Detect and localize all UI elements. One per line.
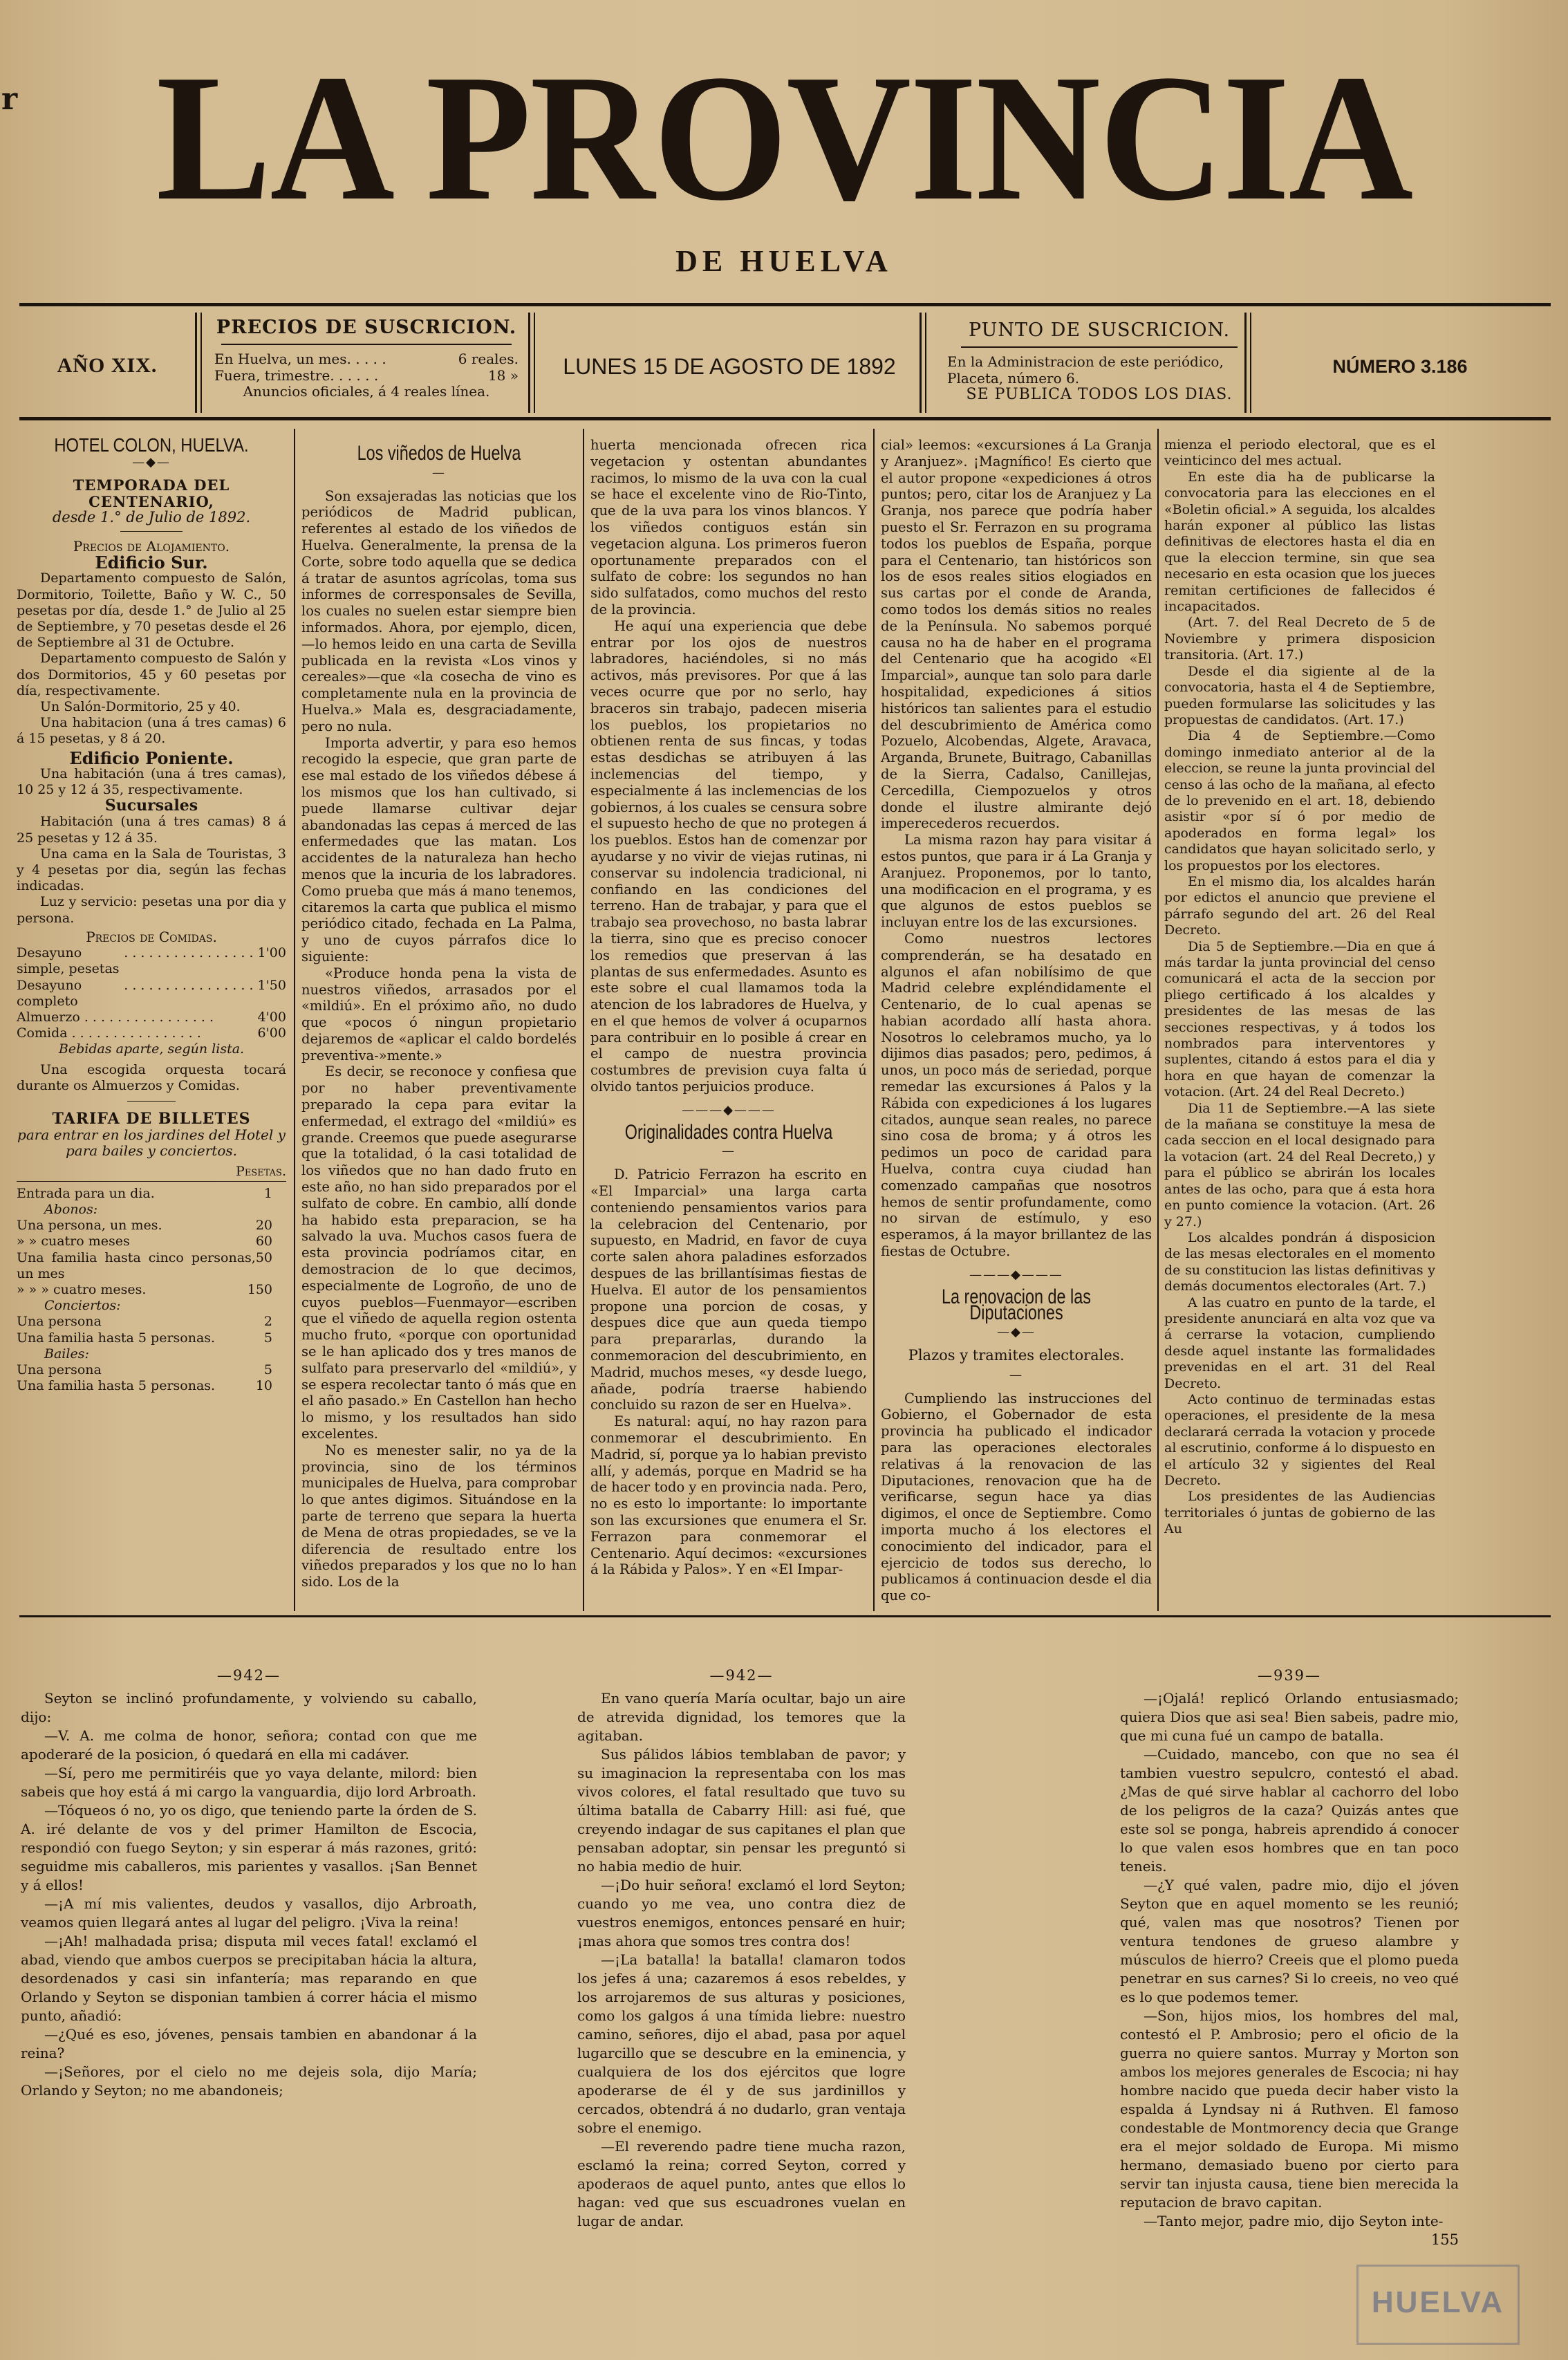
- masthead-subtitle: DE HUELVA: [675, 244, 893, 278]
- tariff-price: 5: [263, 1362, 272, 1377]
- divider-ornament: —: [722, 1144, 736, 1159]
- feuilleton-paragraph: —Son, hijos mios, los hombres del mal, contestó el P. Ambrosio; pero el oficio de la guerra no quiere santos. Murray y Morton son ambos los mejores generales de Escocia; ni hay hombre nacido que pueda decir haber visto la espalda á Lyndsay ni á Ruthven. El famoso condestable de Montmorency decia que Grange era el mejor soldado de Europa. Mi mismo hermano, demasiado bueno por cierto para servir tan injusta causa, tiene bien merecida la reputacion de bravo capitan.: [1120, 2007, 1459, 2211]
- tariff-column-header: Pesetas.: [236, 1163, 286, 1179]
- tariff-row: [17, 1378, 286, 1394]
- drinks-note: Bebidas aparte, según lista.: [58, 1041, 245, 1057]
- prices-title: PRECIOS DE SUSCRICION.: [216, 317, 517, 338]
- column-rule: [583, 429, 584, 1611]
- feuilleton-left: [21, 1666, 477, 2100]
- issue-date: LUNES 15 DE AGOSTO DE 1892: [563, 354, 896, 379]
- article-column-5: [1164, 437, 1435, 1538]
- tariff-subtitle: para entrar en los jardines del Hotel y para bailes y conciertos.: [17, 1126, 286, 1160]
- branches-heading: Sucursales: [104, 797, 198, 815]
- article-paragraph: Los presidentes de las Audiencias territoriales ó juntas de gobierno de las Au: [1164, 1489, 1435, 1537]
- hotel-text: Luz y servicio: pesetas una por dia y persona.: [17, 894, 286, 926]
- header-divider: [200, 313, 202, 413]
- feuilleton-page-number: —939—: [1257, 1667, 1322, 1684]
- tariff-price: 1: [263, 1185, 272, 1201]
- column-rule: [294, 429, 295, 1611]
- tariff-row: [17, 1202, 286, 1218]
- header-divider: [920, 313, 922, 413]
- feuilleton-paragraph: —¡La batalla! la batalla! clamaron todos los jefes á una; cazaremos á esos rebeldes, y los arrojaremos de sus alturas y posiciones, como los galgos á una tímida liebre: nuestro camino, señores, dijo el abad, pasa por aquel lugarcillo que se descubre en la eminencia, y cualquiera de los dos ejércitos que logre apoderarse de él y de sus jardinillos y cercados, obtendrá á no dudarlo, gran ventaja sobre el enemigo.: [577, 1951, 906, 2136]
- feuilleton-rule: [19, 1615, 1551, 1617]
- tariff-price: 60: [255, 1234, 272, 1249]
- meal-label: Comida: [17, 1025, 68, 1041]
- article-title: Originalidades contra Huelva: [624, 1120, 833, 1144]
- header-divider: [534, 313, 535, 413]
- leader-dots: . . . . . . . . . . . . . . . .: [84, 1009, 214, 1025]
- divider-ornament: —: [1009, 1367, 1023, 1382]
- feuilleton-paragraph: Seyton se inclinó profundamente, y volviendo su caballo, dijo:: [21, 1690, 477, 1725]
- tariff-label: Entrada para un dia.: [17, 1185, 155, 1201]
- feuilleton-paragraph: —¡Ah! malhadada prisa; disputa mil veces fatal! exclamó el abad, viendo que ambos cuerpos se precipitaban hácia la altura, desordenados y casi sin infantería; mas reparando en que Orlando y Seyton se disponian tambien á correr hácia el mismo punto, añadió:: [21, 1933, 477, 2024]
- hotel-text: Departamento compuesto de Salón y dos Dormitorios, 45 y 60 pesetas por día, respectivamente.: [17, 651, 286, 698]
- feuilleton-paragraph: —¿Qué es eso, jóvenes, pensais tambien en abandonar á la reina?: [21, 2026, 477, 2061]
- tariff-label: Una familia hasta 5 personas.: [17, 1378, 216, 1394]
- column-rule: [1157, 429, 1159, 1611]
- tariff-row: [17, 1218, 286, 1234]
- tariff-row: [17, 1234, 286, 1249]
- article-paragraph: A las cuatro en punto de la tarde, el presidente anunciará en alta voz que va á cerrarse la votacion, cumpliendo desde aquel instante las formalidades prevenidas en el art. 31 del Real Decreto.: [1164, 1294, 1435, 1391]
- article-paragraph: Es decir, se reconoce y confiesa que por no haber preventivamente preparado la cepa para evitar la enfermedad, el extrago del «mildiú» es grande. Creemos que puede asegurarse que la totalidad, ó la casi totalidad de los viñedos que no han dado fruto en este año, no han sido preparados por el sulfato de cobre. En cambio, allí donde ha habido esta preparacion, se ha salvado la uva. Muchos casos fuera de esta provincia podríamos citar, en demostracion de lo que decimos, especialmente de Logroño, de uno de cuyos pueblos—Fuenmayor—escriben que el viñedo de aquella region ostenta mucho fruto, «porque con oportunidad se le han aplicado dos y tres manos de sulfato para preservarlo del «mildiú», y se espera recolectar tanto ó más que en el año pasado.» En Castellon han hecho lo mismo, y los resultados han sido excelentes.: [301, 1063, 577, 1442]
- hotel-name: HOTEL COLON, HUELVA.: [54, 434, 249, 456]
- tariff-label: » » » cuatro meses.: [17, 1281, 147, 1297]
- price-value: 6 reales.: [458, 351, 519, 367]
- tariff-price: 2: [263, 1314, 272, 1330]
- hotel-text: Un Salón-Dormitorio, 25 y 40.: [40, 699, 241, 715]
- building-west: Edificio Poniente.: [69, 747, 234, 768]
- tariff-label: Bailes:: [44, 1346, 89, 1362]
- article-title: La renovacion de las Diputaciones: [942, 1285, 1091, 1325]
- feuilleton-page-number: —942—: [709, 1667, 774, 1684]
- article-paragraph: Importa advertir, y para eso hemos recogido la especie, que gran parte de ese mal estado de los viñedos débese á los mismos que los han cultivado, si puede llamarse cultivar dejar abandonadas las cepas á merced de las enfermedades que las matan. Los accidentes de la naturaleza han hecho menos que la incuria de los labradores. Como prueba que más á mano tenemos, citaremos la carta que publica el mismo periódico citado, fechada en La Palma, y uno de cuyos párrafos dice lo siguiente:: [301, 734, 577, 965]
- tariff-price: 20: [255, 1218, 272, 1234]
- price-label: En Huelva, un mes. . . . .: [214, 351, 386, 367]
- article-paragraph: La misma razon hay para visitar á estos puntos, que para ir á La Granja y Aranjuez. Proponemos, por lo tanto, una modificacion en el programa, y es que algunos de estos pueblos se incluyan entre los de las excursiones.: [881, 832, 1152, 931]
- tariff-label: Una persona: [17, 1362, 102, 1377]
- article-paragraph: huerta mencionada ofrecen rica vegetacion y ostentan abundantes racimos, lo mismo de la uva con la cual se hace el excelente vino de Rio-Tinto, que de la uva para los vinos blancos. Y los viñedos contiguos están sin vegetacion alguna. Los primeros fueron oportunamente preparados con el sulfato de cobre: los segundos no han sido sulfatados, como muchos del resto de la provincia.: [590, 437, 867, 617]
- feuilleton-paragraph: —Cuidado, mancebo, con que no sea él tambien vuestro sepulcro, contestó el abad. ¿Mas de qué sirve hablar al cachorro del lobo de los peligros de la caza? Quizás antes que este sol se ponga, habreis aprendido á conocer lo que valen esos hombres que en tan poco teneis.: [1120, 1746, 1459, 1875]
- article-paragraph: En este dia ha de publicarse la convocatoria para las elecciones en el «Boletin oficial.» A seguida, los alcaldes harán exponer al público las listas definitivas de electores hasta el dia en que la eleccion termine, sin que sea necesario en esta ocasion que los jueces remitan certificiones de fallecidos é incapacitados.: [1164, 469, 1435, 615]
- feuilleton-text: [21, 1689, 477, 2100]
- meal-price: 1'50: [257, 977, 286, 993]
- article-paragraph: D. Patricio Ferrazon ha escrito en «El Imparcial» una larga carta conteniendo pensamientos varios para la celebracion del Centenario, por supuesto, en Madrid, en favor de cuya corte salen ahora paladines esforzados despues de las brillantísimas fiestas de Huelva. El autor de los pensamientos propone una porcion de cosas, y despues dice que aun queda tiempo para prepararlas, durando la conmemoracion del descubrimiento, en Madrid, muchos meses, «y desde luego, añade, podría traerse habiendo concluido su razon de ser en Huelva».: [590, 1167, 867, 1413]
- tariff-title: TARIFA DE BILLETES: [52, 1109, 251, 1128]
- feuilleton-paragraph: —¡Do huir señora! exclamó el lord Seyton; cuando yo me vea, uno contra diez de vuestros enemigos, entonces pensaré en huir; ¡mas ahora que somos tres contra dos!: [577, 1877, 906, 1949]
- meals-list: [17, 945, 286, 1041]
- article-paragraph: En el mismo dia, los alcaldes harán por edictos el anuncio que previene el párrafo segundo del art. 26 del Real Decreto.: [1164, 873, 1435, 938]
- article-column-4: [881, 437, 1152, 1604]
- lodging-heading: Precios de Alojamiento.: [73, 538, 230, 555]
- meal-label: Desayuno simple, pesetas: [17, 945, 120, 977]
- subscription-title: PUNTO DE SUSCRICION.: [968, 319, 1231, 341]
- meal-label: Desayuno completo: [17, 977, 82, 1009]
- tariff-price: 5: [263, 1330, 272, 1346]
- hotel-advert: [17, 434, 286, 1394]
- hotel-text: Departamento compuesto de Salón, Dormitorio, Toilette, Baño y W. C., 50 pesetas por día, desde 1.° de Julio al 25 de Septiembre, y 70 pesetas desde el 26 de Septiembre al 31 de Octubre.: [17, 570, 286, 651]
- page-number: 155: [1430, 2231, 1459, 2248]
- article-paragraph: Cumpliendo las instrucciones del Gobierno, el Gobernador de esta provincia ha publicado el indicador para las operaciones electorales relativas á la renovacion de las Diputaciones, renovacion que ha de verificarse, segun hace ya dias digimos, el once de Septiembre. Como importa mucho á los electores el conocimiento del indicador, para el ejercicio de todos sus derecho, lo publicamos á continuacion desde el dia que co-: [881, 1390, 1152, 1604]
- divider-ornament: ———◆———: [682, 1102, 776, 1117]
- article-paragraph: Dia 4 de Septiembre.—Como domingo inmediato anterior al de la eleccion, se reune la junta provincial del censo á las ocho de la mañana, al efecto de lo prevenido en el art. 18, debiendo asistir «por sí ó por medio de apoderados en forma legal» los candidatos que hayan solicitado serlo, y los propuestos por los electores.: [1164, 728, 1435, 873]
- building-south: Edificio Sur.: [95, 552, 208, 573]
- article-paragraph: «Produce honda pena la vista de nuestros viñedos, arrasados por el «mildiú». En el próximo año, no dudo que «pocos ó ningun propietario dejaremos de «aplicar el caldo bordelés preventiva-»mente.»: [301, 965, 577, 1063]
- hotel-season-date: desde 1.° de Julio de 1892.: [52, 508, 251, 526]
- tariff-price: [272, 1346, 286, 1362]
- feuilleton-right: [1120, 1666, 1459, 2249]
- article-vinedos: [301, 440, 577, 1590]
- meal-row: [17, 978, 286, 1010]
- article-paragraph: mienza el periodo electoral, que es el veinticinco del mes actual.: [1164, 437, 1435, 469]
- feuilleton-paragraph: —¡Señores, por el cielo no me dejeis sola, dijo María; Orlando y Seyton; no me abandoneis;: [21, 2063, 477, 2099]
- tariff-row: [17, 1250, 286, 1282]
- hotel-season: TEMPORADA DEL CENTENARIO,: [73, 476, 230, 510]
- tariff-price: 150: [247, 1281, 272, 1297]
- leader-dots: . . . . . . . . . . . . . . . .: [124, 945, 254, 961]
- header-top-rule: [19, 303, 1551, 306]
- hotel-text: Una habitación (una á tres camas), 10 25 y 12 á 35, respectivamente.: [17, 765, 286, 798]
- feuilleton-paragraph: —¿Y qué valen, padre mio, dijo el jóven Seyton que en aquel momento se les reunió; qué, valen mas que nosotros? Tienen por ventura tendones de grueso alambre y músculos de hierro? Creeis que el plomo pueda penetrar en sus carnes? Si lo creeis, no veo qué es lo que podemos temer.: [1120, 1877, 1459, 2005]
- tariff-label: Una persona: [17, 1314, 102, 1330]
- feuilleton-paragraph: En vano quería María ocultar, bajo un aire de atrevida dignidad, los temores que la agitaban.: [577, 1690, 906, 1744]
- article-column-3: [590, 437, 867, 1578]
- divider-ornament: ———◆———: [969, 1267, 1063, 1282]
- article-paragraph: Dia 5 de Septiembre.—Dia en que á más tardar la junta provincial del censo comunicará el acta de la seccion por pliego certificado á los alcaldes y presidentes de las mesas de las secciones respectivas, y á todos los nombrados para interventores y suplentes, citando á estos para el dia y hora en que hayan de comenzar la votacion. (Art. 24 del Real Decreto.): [1164, 938, 1435, 1100]
- subscription-address: En la Administracion de este periódico, Placeta, número 6.: [947, 353, 1224, 387]
- article-paragraph: Como nuestros lectores comprenderán, se ha desatado en algunos el afan nobilísimo de que Madrid celebre expléndidamente el Centenario, de lo cual apenas se habian acordado allí hasta ahora. Nosotros lo celebramos mucho, ya lo dijimos dias pasados; pero, pedimos, á unos, un poco más de seriedad, porque remedar las excursiones á Palos y la Rábida con expediciones á los lugares citados, aunque sean reales, no parece sino cosa de broma; y á otros les pedimos un poco de caridad para Huelva, contra cuya ciudad han comenzado campañas que nosotros hemos de sentir profundamente, como no sirvan de estímulo, y eso esperamos, á la mayor brillantez de las fiestas de Octubre.: [881, 930, 1152, 1260]
- tariff-price: 50: [255, 1249, 272, 1265]
- feuilleton-paragraph: —V. A. me colma de honor, señora; contad con que me apoderaré de la posicion, ó quedará en ella mi cadáver.: [21, 1727, 477, 1763]
- tariff-row: [17, 1186, 286, 1202]
- price-label: Fuera, trimestre. . . . . .: [214, 367, 379, 384]
- meal-price: 6'00: [257, 1025, 286, 1041]
- header-divider: [528, 313, 530, 413]
- header-divider: [195, 313, 197, 413]
- article-paragraph: cial» leemos: «excursiones á La Granja y Aranjuez». ¡Magnífico! Es cierto que el autor propone «expediciones á otros puntos; pero, citar los de Aranjuez y La Granja, nos parece que podría haber puesto el Sr. Ferrazon en su programa todos los pueblos de España, porque para el Centenario, tan históricos son los de esos reales sitios elogiados en sus cartas por el conde de Aranda, como todos los demás sitios no reales de la Península. No sabemos porqué causa no ha de haber en el programa del Centenario que ha acogido «El Imparcial», aunque tan solo para darle hospitalidad, expediciones á sitios históricos tan salientes para el estudio del descubrimiento de América como Pozuelo, Alcobendas, Algete, Aravaca, Arganda, Brunete, Buitrago, Cabanillas de la Sierra, Cadalso, Canillejas, Cercedilla, Ciempozuelos y otros donde el ilustre almirante dejó imperecederos recuerdos.: [881, 437, 1152, 832]
- divider-ornament: —: [432, 465, 446, 480]
- hotel-text: Una habitacion (una á tres camas) 6 á 15 pesetas, y 8 á 20.: [17, 715, 286, 747]
- tariff-list: [17, 1186, 286, 1395]
- meal-row: [17, 1025, 286, 1041]
- meal-row: [17, 945, 286, 977]
- tariff-label: Una persona, un mes.: [17, 1218, 162, 1234]
- tariff-label: Una familia hasta 5 personas.: [17, 1330, 216, 1346]
- feuilleton-paragraph: —Tanto mejor, padre mio, dijo Seyton inte-: [1144, 2213, 1444, 2229]
- feuilleton-paragraph: —El reverendo padre tiene mucha razon, esclamó la reina; corred Seyton, corred y apoderaos de aquel punto, antes que ellos lo hagan: ved que sus escuadrones vuelan en lugar de andar.: [577, 2138, 906, 2229]
- feuilleton-page-number: —942—: [216, 1667, 281, 1684]
- tariff-row: [17, 1346, 286, 1362]
- masthead-title: LA PROVINCIA: [156, 37, 1412, 239]
- meal-label: Almuerzo: [17, 1009, 80, 1025]
- subscription-point: [947, 319, 1251, 403]
- feuilleton-paragraph: Sus pálidos lábios temblaban de pavor; y su imaginacion la representaba con los mas vivos colores, el fatal resultado que tuvo su última batalla de Cabarry Hill: asi fué, que creyendo indagar de sus capitanes el plan que pensaban adoptar, sin pensar les preguntó si no habia medio de huir.: [577, 1746, 906, 1875]
- issue-number: NÚMERO 3.186: [1332, 356, 1468, 377]
- article-paragraph: Los alcaldes pondrán á disposicion de las mesas electorales en el momento de su constitucion las listas definitivas y demás documentos electorales (Art. 7.): [1164, 1229, 1435, 1294]
- subscription-prices: [207, 317, 525, 399]
- article-paragraph: (Art. 7. del Real Decreto de 5 de Noviembre y primera disposicion transitoria. (Art. 17.): [1164, 615, 1435, 663]
- tariff-row: [17, 1314, 286, 1330]
- feuilleton-paragraph: —Sí, pero me permitiréis que yo vaya delante, milord: bien sabeis que hoy está á mi cargo la vanguardia, dijo lord Arbroath.: [21, 1765, 477, 1800]
- leader-dots: . . . . . . . . . . . . . . . .: [71, 1025, 201, 1041]
- article-paragraph: Dia 11 de Septiembre.—A las siete de la mañana se constituye la mesa de cada seccion en el local designado para la votacion (art. 24 del Real Decreto,) y para el público se abrirán los locales antes de las ocho, para que á esta hora en punto comience la votacion. (Art. 26 y 27.): [1164, 1100, 1435, 1229]
- meals-heading: Precios de Comidas.: [86, 928, 217, 945]
- hotel-text: Habitación (una á tres camas) 8 á 25 pesetas y 12 á 35.: [17, 814, 286, 846]
- feuilleton-paragraph: —¡A mí mis valientes, deudos y vasallos, dijo Arbroath, veamos quien llegará antes al lugar del peligro. ¡Viva la reina!: [21, 1895, 477, 1931]
- archive-stamp: HUELVA: [1356, 2265, 1520, 2345]
- header-bottom-rule: [19, 417, 1551, 420]
- tariff-price: [272, 1202, 286, 1218]
- meal-price: 4'00: [257, 1009, 286, 1025]
- feuilleton-text: [1120, 1689, 1459, 2231]
- column-rule: [873, 429, 875, 1611]
- publication-frequency: SE PUBLICA TODOS LOS DIAS.: [966, 386, 1233, 403]
- hotel-text: Una cama en la Sala de Touristas, 3 y 4 pesetas por dia, según las fechas indicadas.: [17, 846, 286, 894]
- tariff-row: [17, 1298, 286, 1314]
- header-divider: [925, 313, 926, 413]
- article-paragraph: Es natural: aquí, no hay razon para conmemorar el descubrimiento. En Madrid, sí, porque ya lo habian previsto allí, y además, porque en Madrid se ha de hacer todo y en provincia nada. Pero, no es esto lo importante: lo importante son las excursiones que enumera el Sr. Ferrazon para conmemorar el Centenario. Aquí decimos: «excursiones á la Rábida y Palos». Y en «El Impar-: [590, 1413, 867, 1578]
- feuilleton-paragraph: —¡Ojalá! replicó Orlando entusiasmado; quiera Dios que asi sea! Bien sabeis, padre mio, que mi cuna fué un campo de batalla.: [1120, 1690, 1459, 1744]
- price-value: 18 »: [487, 367, 519, 384]
- year-label: AÑO XIX.: [57, 354, 158, 377]
- leader-dots: . . . . . . . . . . . . . . . .: [124, 977, 254, 993]
- article-paragraph: No es menester salir, no ya de la provincia, sino de los términos municipales de Huelva, para comprobar lo que antes digimos. Situándose en la parte de terreno que separa la huerta de Mena de otras propiedades, se ve la diferencia de resultado entre los viñedos preparados y los que no lo han sido. Los de la: [301, 1442, 577, 1590]
- orchestra-note: Una escogida orquesta tocará durante os Almuerzos y Comidas.: [17, 1061, 286, 1093]
- corner-mark: r: [1, 82, 18, 117]
- article-paragraph: He aquí una experiencia que debe entrar por los ojos de nuestros labradores, haciéndoles, si no más activos, más previsores. Por que á las veces ocurre que por no serlo, hay braceros sin trabajo, padecen miseria los pueblos, los propietarios no obtienen renta de sus fincas, y todas estas desdichas se atribuyen á las inclemencias del tiempo, y especialmente á las inclemencias de los gobiernos, á los cuales se censura sobre el supuesto hecho de que no protegen á los pueblos. Estos han de comenzar por ayudarse y no vivir de viejas rutinas, ni conservar su indolencia tradicional, ni confiando en las condiciones del terreno. Han de trabajar, y para que el trabajo sea provechoso, no basta labrar la tierra, sino que es preciso conocer los remedios que preservan á las plantas de sus enfermedades. Asunto es este sobre el cual llamamos toda la atencion de los labradores de Huelva, y en el que hemos de volver á ocuparnos para contribuir en lo posible á crear en el campo de nuestra provincia costumbres de prevision cuya falta ú olvido tantos perjuicios produce.: [590, 617, 867, 1095]
- meal-price: 1'00: [257, 945, 286, 961]
- tariff-label: Una familia hasta cinco personas, un mes: [17, 1249, 256, 1281]
- tariff-label: » » cuatro meses: [17, 1234, 130, 1249]
- divider-ornament: —◆—: [132, 455, 171, 470]
- article-paragraph: Son exsajeradas las noticias que los periódicos de Madrid publican, referentes al estado de los viñedos de Huelva. Generalmente, la prensa de la Corte, sobre todo aquella que se dedica á tratar de asuntos agrícolas, toma sus informes de corresponsales de Sevilla, los cuales no suelen estar siempre bien informados. Ahora, por ejemplo, dicen,—lo hemos leido en una carta de Sevilla publicada en la revista «Los vinos y cereales»—que «la cosecha de vino es completamente nula en la provincia de Huelva.» Mala es, desgraciadamente, pero no nula.: [301, 487, 577, 734]
- article-paragraph: Acto continuo de terminadas estas operaciones, el presidente de la mesa declarará cerrada la votacion y procede al escrutinio, conforme á lo dispuesto en el artículo 32 y sigientes del Real Decreto.: [1164, 1391, 1436, 1488]
- tariff-price: [272, 1298, 286, 1314]
- tariff-label: Abonos:: [44, 1201, 98, 1217]
- feuilleton-text: [577, 1689, 906, 2231]
- price-note: Anuncios oficiales, á 4 reales línea.: [243, 383, 490, 400]
- feuilleton-middle: [577, 1666, 906, 2231]
- feuilleton-paragraph: —Tóqueos ó no, yo os digo, que teniendo parte la órden de S. A. iré delante de vos y del primer Hamilton de Escocia, respondió con fuego Seyton; y sin esperar á más razones, gritó: seguidme mis caballeros, mis parientes y vasallos. ¡San Bennet y á ellos!: [21, 1802, 477, 1893]
- article-paragraph: Desde el dia sigiente al de la convocatoria, hasta el 4 de Septiembre, pueden formularse las solicitudes y las propuestas de candidatos. (Art. 17.): [1164, 663, 1435, 727]
- article-subtitle: Plazos y tramites electorales.: [908, 1347, 1125, 1364]
- tariff-label: Conciertos:: [44, 1298, 121, 1314]
- meal-row: [17, 1010, 286, 1025]
- article-title: Los viñedos de Huelva: [357, 442, 521, 465]
- tariff-row: [17, 1282, 286, 1298]
- tariff-row: [17, 1362, 286, 1378]
- tariff-price: 10: [255, 1378, 272, 1394]
- divider-ornament: —◆—: [997, 1325, 1036, 1340]
- tariff-row: [17, 1330, 286, 1346]
